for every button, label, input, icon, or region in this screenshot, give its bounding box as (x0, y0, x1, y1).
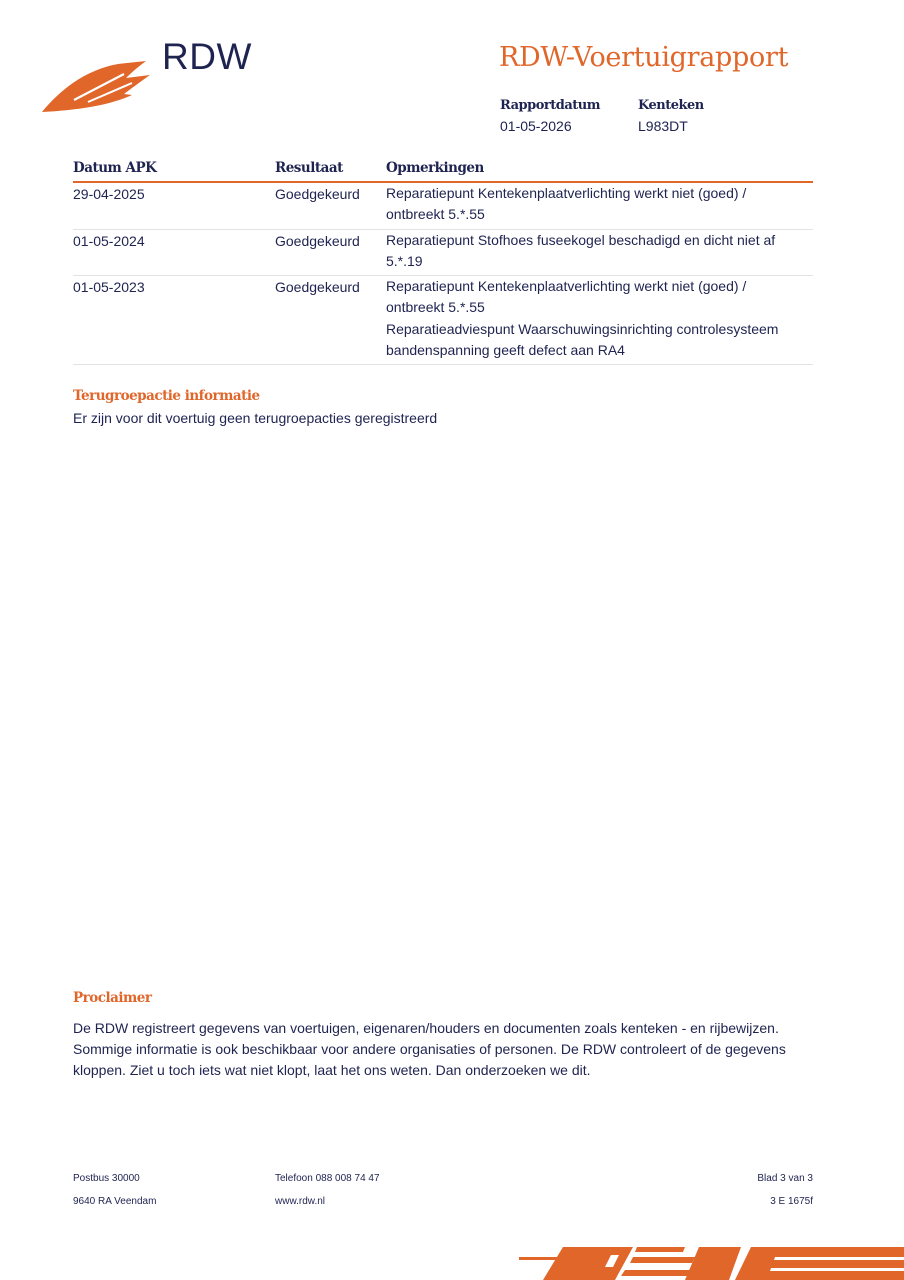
decorative-stripes-icon (515, 1243, 904, 1280)
apk-remarks (386, 183, 796, 226)
apk-result: Goedgekeurd (275, 279, 360, 296)
footer-postbus: Postbus 30000 (73, 1173, 140, 1184)
logo-text: RDW (162, 36, 252, 77)
apk-result: Goedgekeurd (275, 186, 360, 202)
table-row (73, 183, 813, 230)
remark: Reparatiepunt Kentekenplaatverlichting werkt niet (goed) / ontbreekt 5.*.55 (386, 278, 747, 316)
footer-city: 9640 RA Veendam (73, 1196, 157, 1207)
plate-value: L983DT (638, 118, 688, 134)
proclaimer-title: Proclaimer (73, 990, 152, 1006)
remark: Reparatieadviespunt Waarschuwingsinrichting controlesysteem bandenspanning geeft defect aan RA4 (386, 320, 779, 359)
column-header-remarks: Opmerkingen (386, 160, 484, 176)
apk-date: 01-05-2024 (73, 232, 145, 249)
recall-text: Er zijn voor dit voertuig geen terugroepacties geregistreerd (73, 410, 438, 426)
remark: Reparatiepunt Kentekenplaatverlichting werkt niet (goed) / ontbreekt 5.*.55 (386, 185, 747, 223)
column-header-date: Datum APK (73, 160, 157, 176)
apk-date: 01-05-2023 (73, 279, 145, 296)
table-row (73, 276, 813, 365)
report-title: RDW-Voertuigrapport (499, 42, 789, 73)
footer-page-number: Blad 3 van 3 (757, 1173, 813, 1184)
apk-date: 29-04-2025 (73, 186, 145, 202)
footer-website: www.rdw.nl (275, 1196, 326, 1207)
remark: Reparatiepunt Stofhoes fuseekogel beschadigd en dicht niet af 5.*.19 (386, 231, 776, 269)
table-row (73, 230, 813, 277)
table-header (73, 158, 813, 183)
apk-result: Goedgekeurd (275, 232, 360, 249)
recall-title: Terugroepactie informatie (73, 388, 260, 404)
plate-label: Kenteken (638, 98, 704, 113)
proclaimer-text: De RDW registreert gegevens van voertuigen, eigenaren/houders en documenten zoals kenteken - en rijbewijzen. Sommige informatie is ook beschikbaar voor andere organisaties of personen. De RDW controleert of de gegevens kloppen. Ziet u toch iets wat niet klopt, laat het ons weten. Dan onderzoeken we dit. (73, 1020, 786, 1078)
report-date-value: 01-05-2026 (500, 118, 572, 134)
apk-remarks (386, 230, 796, 273)
report-date-label: Rapportdatum (500, 98, 600, 113)
column-header-result: Resultaat (275, 160, 343, 176)
apk-remarks (386, 276, 796, 361)
footer-code: 3 E 1675f (770, 1196, 813, 1207)
apk-table (73, 158, 813, 365)
footer-phone: Telefoon 088 008 74 47 (275, 1173, 380, 1184)
